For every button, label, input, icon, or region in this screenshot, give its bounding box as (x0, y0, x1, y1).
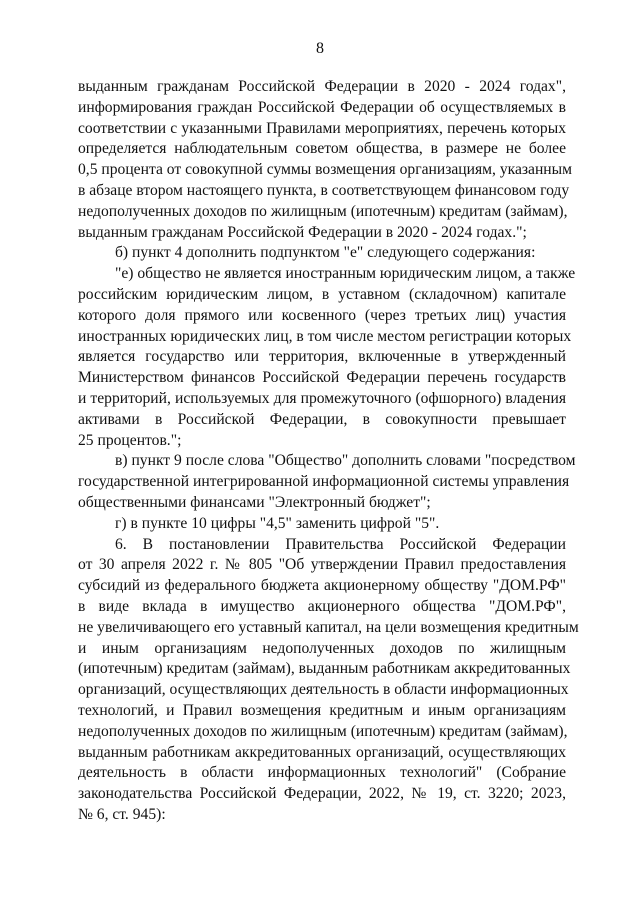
text-line: которого доля прямого или косвенного (через третьих лиц) участия (78, 306, 566, 324)
text-line: б) пункт 4 дополнить подпунктом "е" следующего содержания: (115, 244, 536, 262)
text-line: не увеличивающего его уставный капитал, на цели возмещения кредитным (78, 618, 579, 636)
text-line: "е) общество не является иностранным юридическим лицом, а также (115, 265, 576, 283)
text-line: технологий, и Правил возмещения кредитным и иным организациям (78, 702, 566, 719)
text-line: общественными финансами "Электронный бюджет"; (78, 494, 431, 511)
text-line: соответствии с указанными Правилами мероприятиях, перечень которых (78, 119, 566, 137)
text-line: законодательства Российской Федерации, 2022, № 19, ст. 3220; 2023, (78, 785, 566, 803)
text-line: выданным работникам аккредитованных организаций, осуществляющих (78, 743, 566, 761)
text-line: № 6, ст. 945): (78, 806, 166, 823)
text-line: г) в пункте 10 цифры "4,5" заменить цифрой "5". (115, 514, 440, 532)
text-line: от 30 апреля 2022 г. № 805 "Об утверждении Правил предоставления (78, 556, 566, 574)
text-line: (ипотечным) кредитам (займам), выданным работникам аккредитованных (78, 660, 571, 678)
text-line: иностранных юридических лиц, в том числе местом регистрации которых (78, 327, 572, 345)
text-line: Министерством финансов Российской Федерации перечень государств (78, 369, 566, 387)
text-line: российским юридическим лицом, в уставном (складочном) капитале (78, 286, 566, 303)
text-line: недополученных доходов по жилищным (ипотечным) кредитам (займам), (78, 722, 568, 740)
text-line: информирования граждан Российской Федерации об осуществляемых в (78, 98, 566, 116)
text-line: субсидий из федерального бюджета акционерному обществу "ДОМ.РФ" (78, 577, 566, 595)
text-line: выданным гражданам Российской Федерации в 2020 - 2024 годах", (78, 78, 566, 95)
text-line: в абзаце втором настоящего пункта, в соответствующем финансовом году (78, 182, 570, 199)
text-line: и иным организациям недополученных доходов по жилищным (78, 639, 566, 657)
text-line: 6. В постановлении Правительства Российской Федерации (115, 535, 566, 553)
text-line: 0,5 процента от совокупной суммы возмещения организациям, указанным (78, 161, 572, 179)
text-line: государственной интегрированной информационной системы управления (78, 473, 570, 491)
page-number: 8 (316, 40, 324, 57)
text-line: организаций, осуществляющих деятельность в области информационных (78, 681, 569, 699)
text-line: деятельность в области информационных технологий" (Собрание (78, 764, 566, 782)
text-line: и территорий, используемых для промежуточного (офшорного) владения (78, 390, 566, 407)
text-line: в) пункт 9 после слова "Общество" дополнить словами "посредством (115, 452, 576, 470)
text-line: выданным гражданам Российской Федерации в 2020 - 2024 годах."; (78, 223, 527, 241)
text-line: активами в Российской Федерации, в совокупности превышает (78, 410, 566, 428)
text-line: в виде вклада в имущество акционерного общества "ДОМ.РФ", (78, 598, 566, 615)
text-line: недополученных доходов по жилищным (ипотечным) кредитам (займам), (78, 202, 568, 220)
text-line: является государство или территория, включенные в утвержденный (78, 348, 566, 366)
text-line: 25 процентов."; (78, 431, 182, 449)
text-line: определяется наблюдательным советом общества, в размере не более (78, 140, 566, 158)
